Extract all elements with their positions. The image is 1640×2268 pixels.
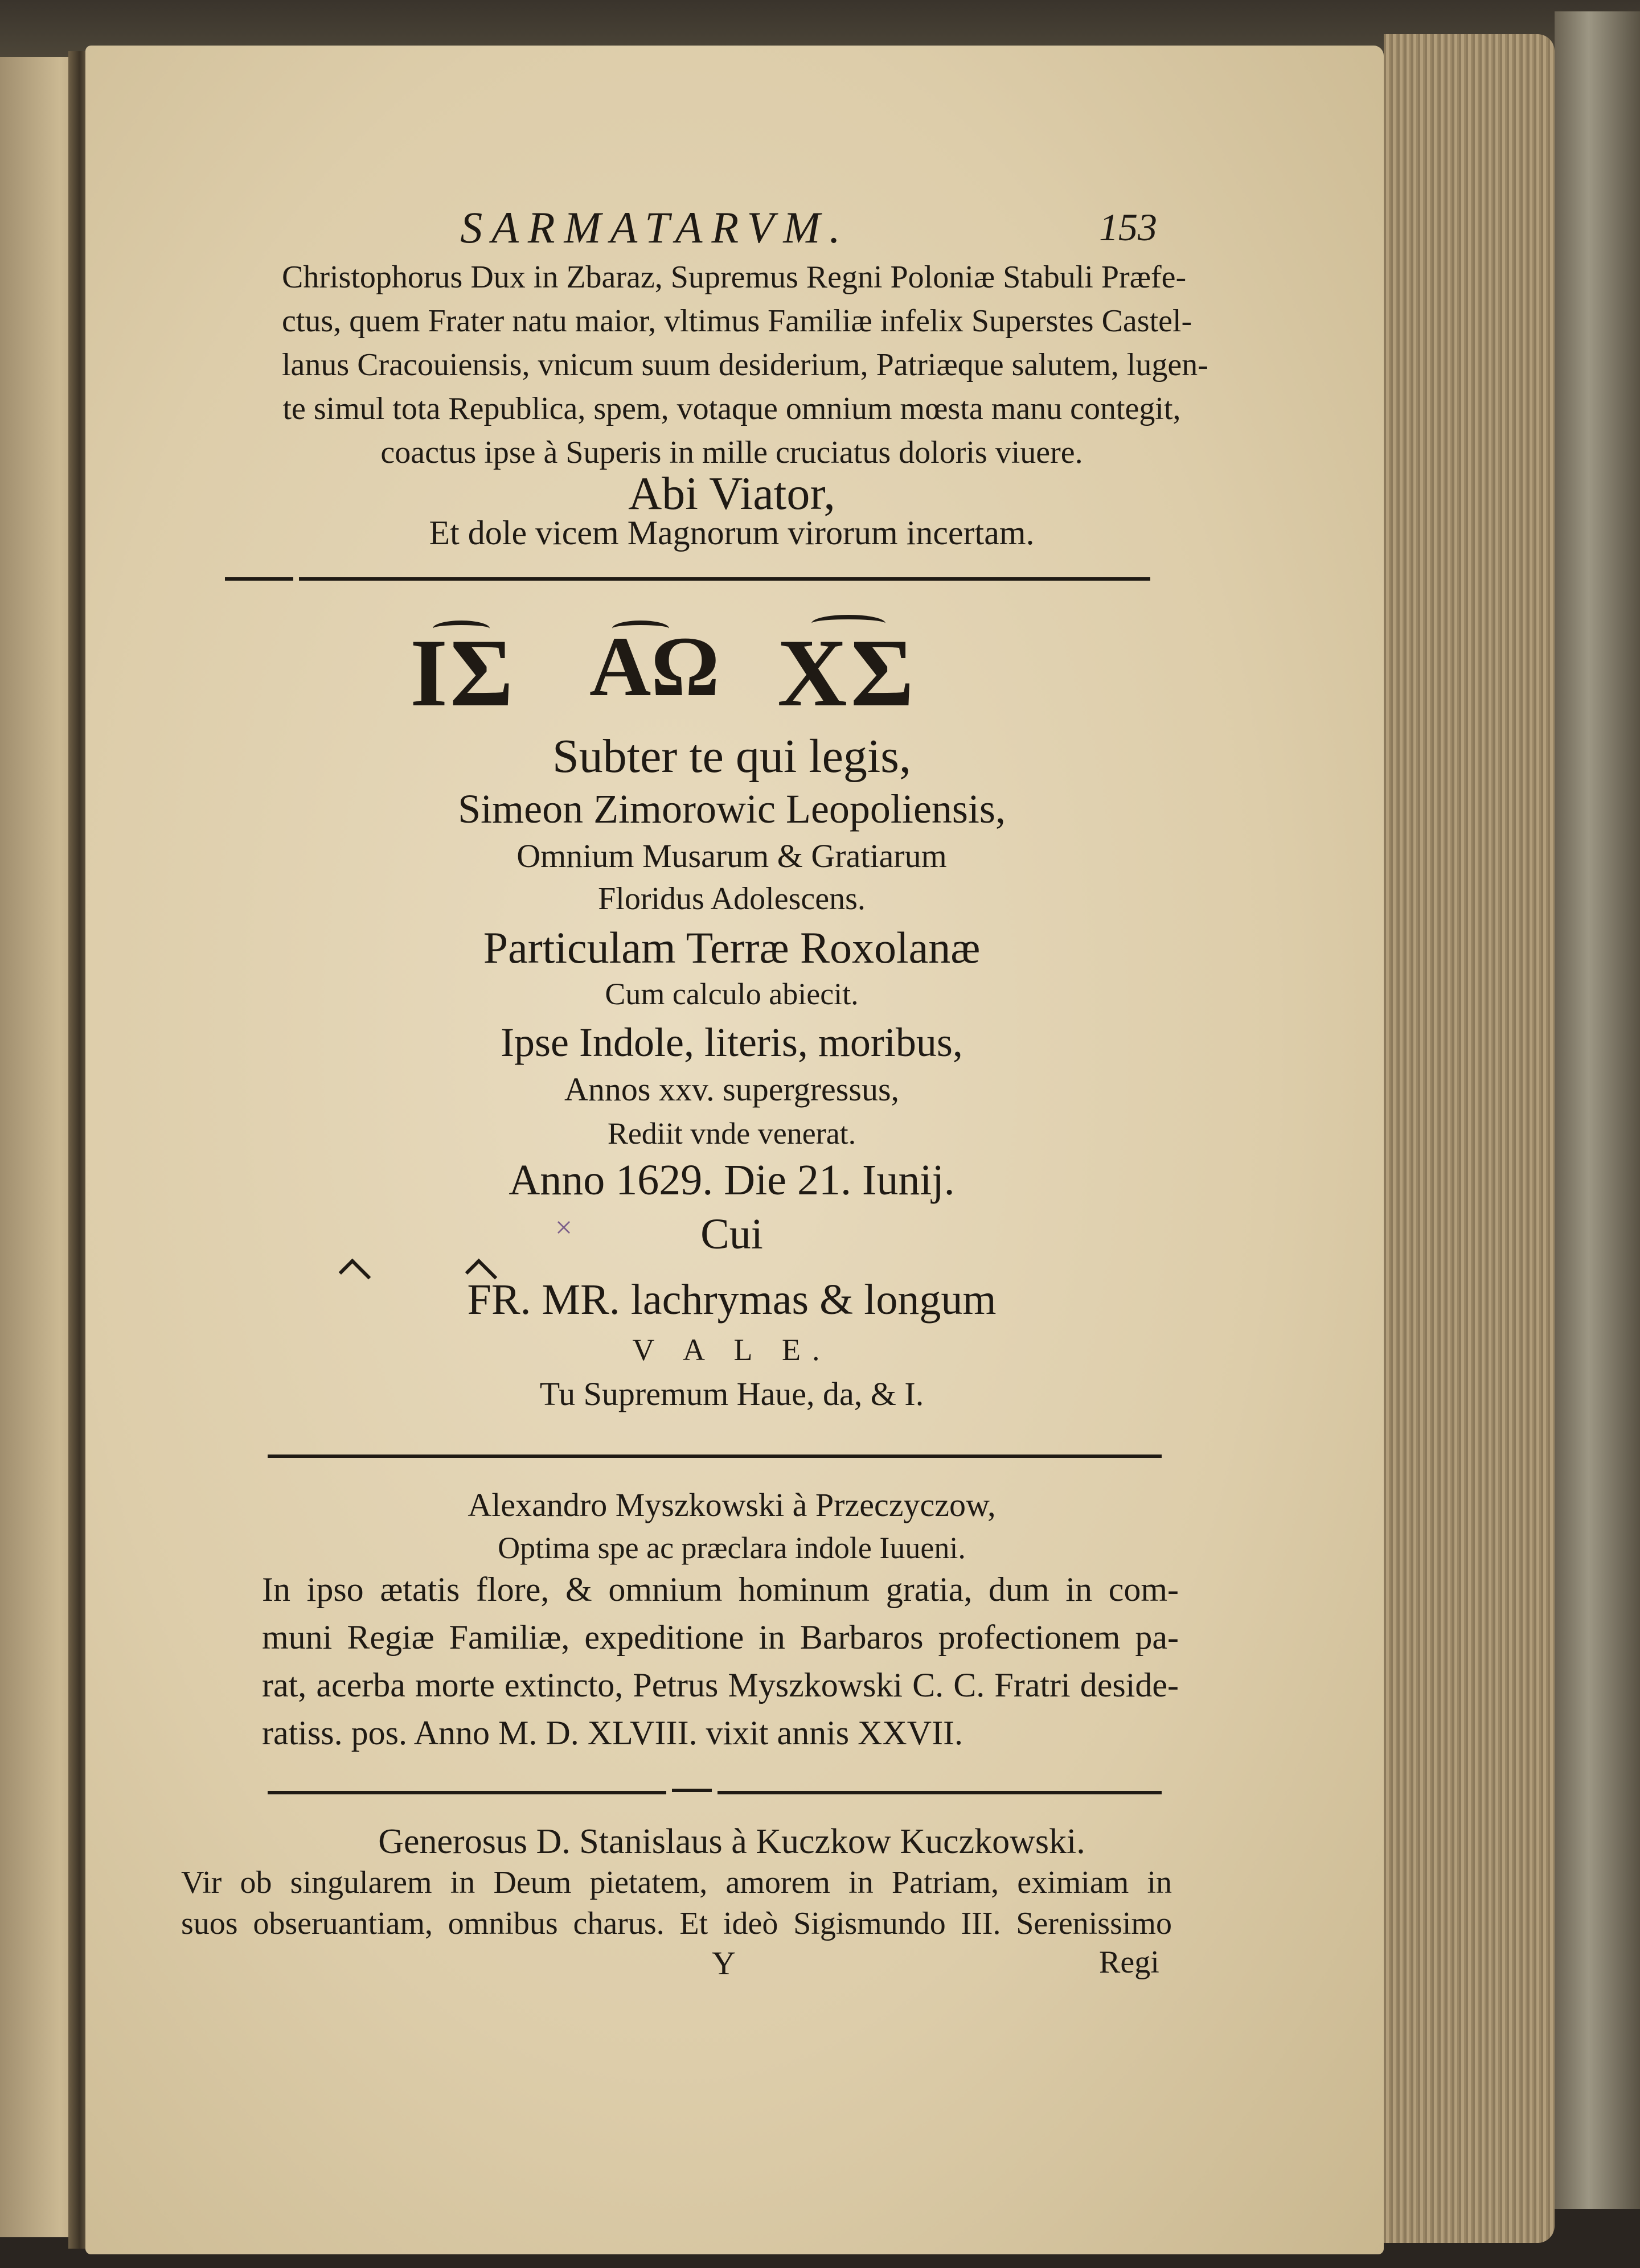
entry1-line: lanus Cracouiensis, vnicum suum desiderium, Patriæque salutem, lugen- — [282, 347, 1208, 383]
entry1-line: te simul tota Republica, spem, votaque omnium mœsta manu contegit, — [282, 391, 1181, 426]
page-fore-edge — [1384, 34, 1555, 2243]
entry2-line: FR. MR. lachrymas & longum — [467, 1276, 997, 1324]
manuscript-mark: × — [555, 1210, 573, 1244]
entry2-line: Anno 1629. Die 21. Iunij. — [509, 1156, 955, 1204]
separator-rule — [268, 1791, 666, 1794]
separator-rule — [718, 1791, 1162, 1794]
entry1-dole: Et dole vicem Magnorum virorum incertam. — [429, 514, 1035, 552]
entry2-line: Floridus Adolescens. — [598, 881, 866, 917]
entry3-line: ratiss. pos. Anno M. D. XLVIII. vixit annis XXVII. — [262, 1714, 964, 1752]
entry2-line: Simeon Zimorowic Leopoliensis, — [458, 786, 1006, 832]
entry4-line: suos obseruantiam, omnibus charus. Et ideò Sigismundo III. Serenissimo — [181, 1906, 1172, 1941]
page-number: 153 — [1099, 206, 1157, 249]
entry3-line: In ipso ætatis flore, & omnium hominum gratia, dum in com- — [262, 1571, 1179, 1608]
entry3-line: muni Regiæ Familiæ, expeditione in Barbaros profectionem pa- — [262, 1618, 1179, 1656]
entry2-line: Omnium Musarum & Gratiarum — [516, 837, 947, 874]
book-cover-right — [1555, 11, 1640, 2209]
entry2-line: Cum calculo abiecit. — [605, 977, 859, 1011]
entry4-line: Vir ob singularem in Deum pietatem, amorem in Patriam, eximiam in — [181, 1865, 1172, 1900]
entry3-subtitle: Optima spe ac præclara indole Iuueni. — [498, 1531, 966, 1565]
entry2-line: Rediit vnde venerat. — [607, 1116, 856, 1151]
separator-rule — [225, 577, 293, 581]
entry2-line: V A L E. — [632, 1333, 831, 1367]
entry2-line: Annos xxv. supergressus, — [564, 1071, 900, 1108]
entry2-line: Tu Supremum Haue, da, & I. — [539, 1375, 924, 1412]
entry3-name: Alexandro Myszkowski à Przeczyczow, — [468, 1486, 996, 1523]
entry2-line: Ipse Indole, literis, moribus, — [501, 1020, 963, 1065]
entry1-line: coactus ipse à Superis in mille cruciatus doloris viuere. — [380, 435, 1083, 470]
entry2-line: Cui — [700, 1210, 763, 1258]
entry1-line: ctus, quem Frater natu maior, vltimus Familiæ infelix Superstes Castel- — [282, 303, 1192, 339]
catchword: Regi — [1099, 1945, 1159, 1980]
running-head: SARMATARVM. — [460, 203, 850, 252]
entry1-abi-viator: Abi Viator, — [628, 467, 835, 519]
entry2-line: Subter te qui legis, — [552, 730, 911, 783]
separator-rule — [672, 1789, 712, 1792]
entry1-line: Christophorus Dux in Zbaraz, Supremus Regni Poloniæ Stabuli Præfe- — [282, 260, 1187, 295]
entry3-line: rat, acerba morte extincto, Petrus Myszkowski C. C. Fratri deside- — [262, 1666, 1179, 1704]
signature-mark: Y — [712, 1945, 736, 1982]
separator-rule — [299, 577, 1150, 581]
entry2-line: Particulam Terræ Roxolanæ — [483, 923, 981, 972]
entry4-name: Generosus D. Stanislaus à Kuczkow Kuczkowski. — [378, 1822, 1085, 1861]
separator-rule — [268, 1455, 1162, 1458]
